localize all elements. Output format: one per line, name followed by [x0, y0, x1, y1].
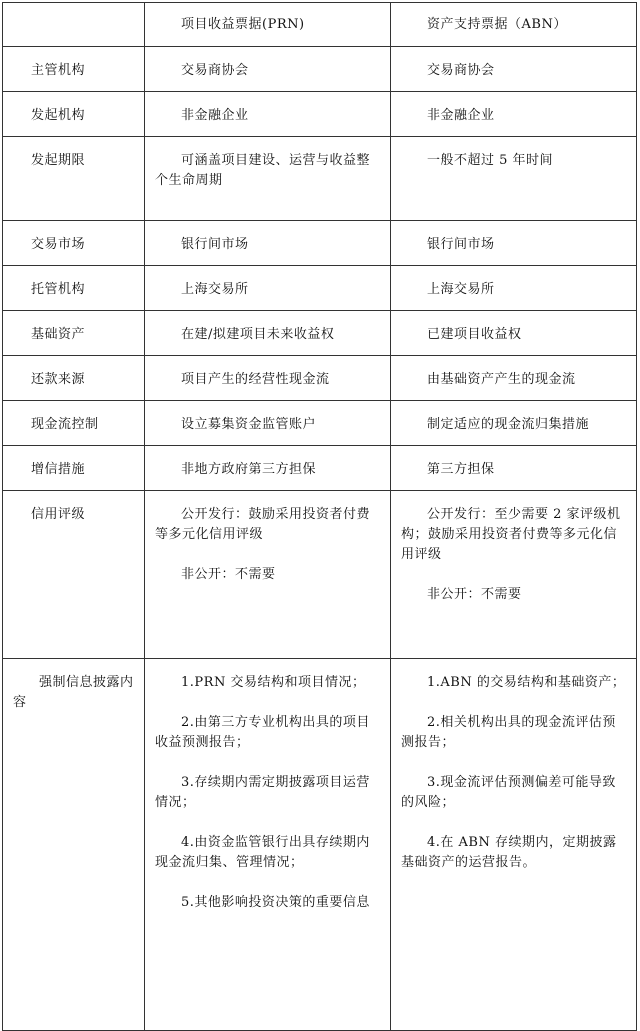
- row-abn-text: 2.相关机构出具的现金流评估预测报告；: [401, 715, 616, 750]
- row-prn-text: 4.由资金监管银行出具存续期内现金流归集、管理情况；: [155, 835, 370, 870]
- comparison-table: [2, 2, 637, 1031]
- row-prn-text: 公开发行：鼓励采用投资者付费等多元化信用评级: [155, 507, 371, 542]
- row-label: 增信措施: [31, 462, 86, 477]
- row-abn-cell: [391, 92, 637, 137]
- header-label-cell: [3, 3, 145, 47]
- row-label: 基础资产: [31, 327, 86, 342]
- row-prn-cell: [145, 92, 391, 137]
- row-prn-text: 交易商协会: [181, 63, 249, 78]
- table-row: [3, 47, 637, 92]
- row-label-cell: [3, 137, 145, 221]
- row-label-cell: [3, 221, 145, 266]
- table-row: [3, 311, 637, 356]
- row-prn-cell: [145, 221, 391, 266]
- table-row: [3, 401, 637, 446]
- row-label: 现金流控制: [31, 417, 99, 432]
- table-row: [3, 659, 637, 1031]
- row-label-cell: [3, 401, 145, 446]
- row-abn-cell: [391, 401, 637, 446]
- table-row: [3, 446, 637, 491]
- row-prn-text: 项目产生的经营性现金流: [181, 372, 330, 387]
- row-prn-text: 非金融企业: [181, 108, 249, 123]
- row-prn-cell: [145, 137, 391, 221]
- row-abn-cell: [391, 659, 637, 1031]
- table-row: [3, 137, 637, 221]
- row-prn-cell: [145, 491, 391, 659]
- row-label-cell: [3, 659, 145, 1031]
- row-label: 信用评级: [31, 507, 86, 522]
- row-prn-text: 银行间市场: [181, 237, 249, 252]
- row-label-cell: [3, 446, 145, 491]
- row-prn-cell: [145, 446, 391, 491]
- row-abn-text: 已建项目收益权: [427, 327, 522, 342]
- row-abn-text: 一般不超过 5 年时间: [427, 153, 554, 168]
- table-header-row: [3, 3, 637, 47]
- row-abn-cell: [391, 311, 637, 356]
- row-abn-text: 4.在 ABN 存续期内，定期披露基础资产的运营报告。: [401, 835, 617, 870]
- row-prn-text: 1.PRN 交易结构和项目情况；: [181, 675, 366, 690]
- row-abn-cell: [391, 266, 637, 311]
- table-row: [3, 266, 637, 311]
- table-row: [3, 491, 637, 659]
- row-label: 发起机构: [31, 108, 86, 123]
- row-abn-cell: [391, 221, 637, 266]
- row-prn-cell: [145, 659, 391, 1031]
- row-abn-text: 银行间市场: [427, 237, 495, 252]
- header-prn-cell: [145, 3, 391, 47]
- row-prn-text: 3.存续期内需定期披露项目运营情况；: [155, 775, 370, 810]
- row-label-cell: [3, 266, 145, 311]
- row-abn-text: 上海交易所: [427, 282, 495, 297]
- header-abn-cell: [391, 3, 637, 47]
- row-abn-text: 非公开：不需要: [427, 587, 522, 602]
- row-abn-text: 制定适应的现金流归集措施: [427, 417, 590, 432]
- row-prn-text: 上海交易所: [181, 282, 249, 297]
- row-abn-cell: [391, 446, 637, 491]
- row-prn-cell: [145, 356, 391, 401]
- row-label-cell: [3, 311, 145, 356]
- row-label-cell: [3, 47, 145, 92]
- row-abn-text: 第三方担保: [427, 462, 495, 477]
- row-prn-text: 5.其他影响投资决策的重要信息: [181, 895, 370, 910]
- row-abn-cell: [391, 137, 637, 221]
- row-abn-cell: [391, 491, 637, 659]
- table-row: [3, 221, 637, 266]
- row-label: 托管机构: [31, 282, 86, 297]
- row-label-cell: [3, 491, 145, 659]
- row-prn-cell: [145, 266, 391, 311]
- row-label: 交易市场: [31, 237, 86, 252]
- row-label: 还款来源: [31, 372, 86, 387]
- row-prn-text: 非公开：不需要: [181, 567, 276, 582]
- row-abn-text: 由基础资产产生的现金流: [427, 372, 576, 387]
- row-prn-text: 非地方政府第三方担保: [181, 462, 317, 477]
- row-label: 主管机构: [31, 63, 86, 78]
- row-label: 强制信息披露内容: [13, 675, 134, 710]
- header-prn: 项目收益票据(PRN): [181, 17, 305, 32]
- row-abn-text: 3.现金流评估预测偏差可能导致的风险；: [401, 775, 616, 810]
- row-abn-cell: [391, 356, 637, 401]
- table-row: [3, 92, 637, 137]
- row-label: 发起期限: [31, 153, 86, 168]
- row-abn-text: 公开发行：至少需要 2 家评级机构；鼓励采用投资者付费等多元化信用评级: [401, 507, 621, 562]
- row-prn-cell: [145, 401, 391, 446]
- row-prn-text: 可涵盖项目建设、运营与收益整个生命周期: [155, 153, 371, 188]
- row-prn-text: 在建/拟建项目未来收益权: [181, 327, 335, 342]
- header-abn: 资产支持票据（ABN）: [427, 17, 567, 32]
- row-abn-text: 交易商协会: [427, 63, 495, 78]
- row-abn-text: 非金融企业: [427, 108, 495, 123]
- row-abn-text: 1.ABN 的交易结构和基础资产；: [427, 675, 626, 690]
- row-prn-cell: [145, 311, 391, 356]
- table-row: [3, 356, 637, 401]
- row-prn-text: 设立募集资金监管账户: [181, 417, 317, 432]
- row-label-cell: [3, 356, 145, 401]
- row-abn-cell: [391, 47, 637, 92]
- row-prn-text: 2.由第三方专业机构出具的项目收益预测报告；: [155, 715, 370, 750]
- row-prn-cell: [145, 47, 391, 92]
- row-label-cell: [3, 92, 145, 137]
